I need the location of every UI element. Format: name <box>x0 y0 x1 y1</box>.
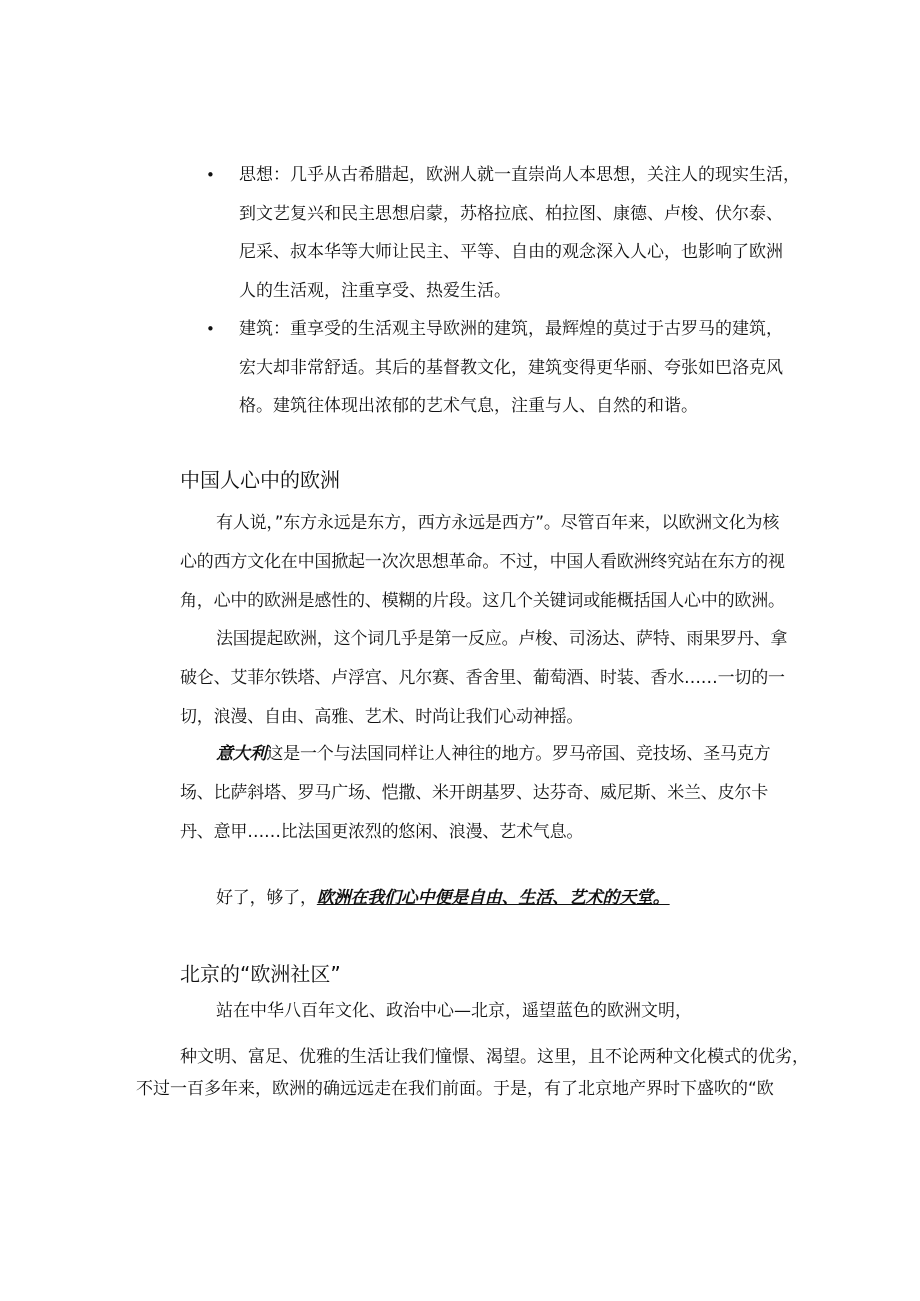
bullet-line: 人的生活观，注重享受、热爱生活。 <box>239 280 511 301</box>
conclusion-emphasis: 欧洲在我们心中便是自由、生活、艺术的天堂。 <box>316 888 670 908</box>
bullet-line: 格。建筑往体现出浓郁的艺术气息，注重与人、自然的和谐。 <box>239 396 698 416</box>
paragraph-france: 法国提起欧洲，这个词几乎是第一反应。卢梭、司汤达、萨特、雨果罗丹、拿破仑、艾菲尔铁塔、卢浮宫、凡尔赛、香舍里、葡萄酒、时装、香水……一切的一切，浪漫、自由、高雅、艺术、时尚让我们心动神摇。 <box>180 629 788 727</box>
section-heading-china: 中国人心中的欧洲 <box>180 468 340 492</box>
bullet-item-thought <box>206 156 806 310</box>
conclusion-lead: 好了，够了， <box>216 888 317 908</box>
beijing-line-1: 站在中华八百年文化、政治中心—北京，遥望蓝色的欧洲文明， <box>216 1001 692 1021</box>
beijing-line-3: 不过一百多年来，欧洲的确远远走在我们前面。于是，有了北京地产界时下盛吹的“欧 <box>136 1079 774 1099</box>
bullet-line: 建筑：重享受的生活观主导欧洲的建筑，最辉煌的莫过于古罗马的建筑， <box>239 319 783 339</box>
bullet-line: 思想：几乎从古希腊起，欧洲人就一直崇尚人本思想，关注人的现实生活， <box>239 165 800 185</box>
section-heading-beijing: 北京的“欧洲社区” <box>180 962 341 986</box>
paragraph-conclusion <box>180 879 790 918</box>
bullet-dot-icon: • <box>206 320 215 338</box>
bullet-line: 到文艺复兴和民主思想启蒙，苏格拉底、柏拉图、康德、卢梭、伏尔泰、 <box>239 203 783 224</box>
italy-emphasis: 意大利 <box>216 744 267 764</box>
bullet-item-architecture <box>206 310 806 426</box>
italy-text: 这是一个与法国同样让人神往的地方。罗马帝国、竞技场、圣马克方场、比萨斜塔、罗马广场、恺撒、米开朗基罗、达芬奇、威尼斯、米兰、皮尔卡丹、意甲……比法国更浓烈的悠闲、浪漫、艺术气息。 <box>180 744 771 842</box>
bullet-line: 尼采、叔本华等大师让民主、平等、自由的观念深入人心，也影响了欧洲 <box>239 242 783 262</box>
paragraph-italy <box>180 735 790 852</box>
beijing-line-2: 种文明、富足、优雅的生活让我们憧憬、渴望。这里，且不论两种文化模式的优劣， <box>180 1047 809 1067</box>
paragraph-intro: 有人说，”东方永远是东方，西方永远是西方”。尽管百年来，以欧洲文化为核心的西方文化在中国掀起一次次思想革命。不过，中国人看欧洲终究站在东方的视角，心中的欧洲是感性的、模糊的片段。这几个关键词或能概括国人心中的欧洲。 <box>180 513 785 611</box>
bullet-list <box>206 156 806 426</box>
bullet-line: 宏大却非常舒适。其后的基督教文化，建筑变得更华丽、夸张如巴洛克风 <box>239 357 783 378</box>
bullet-dot-icon: • <box>206 166 215 184</box>
